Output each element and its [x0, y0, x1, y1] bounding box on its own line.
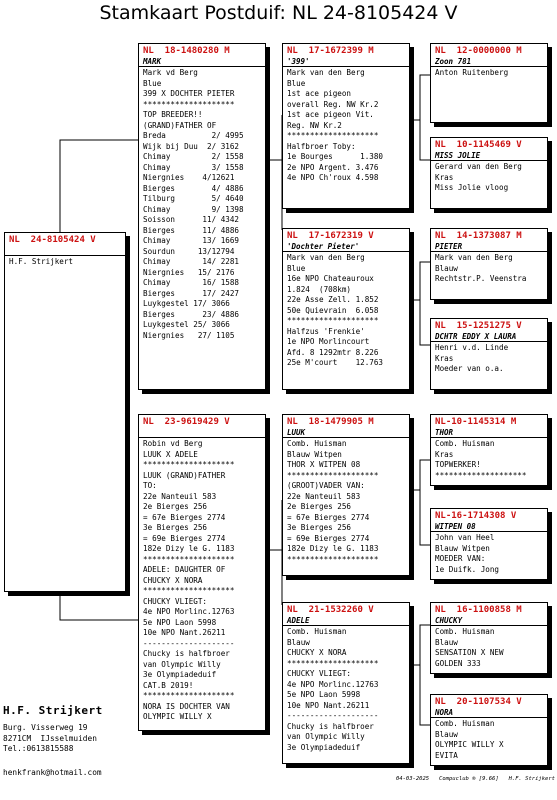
pigeon-name: '399': [283, 56, 409, 67]
card-line: --------------------: [287, 711, 379, 720]
card-line: 1st ace pigeon: [287, 89, 352, 98]
card-lines: [431, 67, 547, 79]
card-line: Bierges 11/ 4886: [143, 225, 240, 235]
pigeon-name: MARK: [139, 56, 265, 67]
ring-number: NL 15-1251275 V: [435, 321, 522, 331]
card-line: Kras: [435, 353, 454, 363]
ring-number: NL 10-1145469 V: [435, 140, 522, 150]
card-line: ********************: [435, 470, 527, 480]
card-line: Gerard van den Berg: [435, 162, 522, 171]
card-lines: [431, 161, 547, 194]
ring-number: NL 23-9619429 V: [143, 417, 230, 427]
pigeon-name: Zoon 781: [431, 56, 547, 67]
card-line: Sourdun 13/12794: [143, 246, 235, 256]
card-line: 16e NPO Chateauroux: [287, 274, 374, 283]
card-line: ********************: [143, 460, 235, 469]
ring-number: NL-10-1145314 M: [435, 417, 517, 427]
card-line: Niergnies 4/12621: [143, 173, 235, 182]
father-card: [138, 43, 266, 390]
card-lines: [5, 256, 125, 268]
card-line: ********************: [287, 554, 379, 564]
card-lines: [431, 718, 547, 761]
card-line: Breda 2/ 4995: [143, 131, 244, 140]
ggp-fff-card: [430, 43, 548, 123]
pigeon-name: MISS JOLIE: [431, 150, 547, 161]
card-line: = 69e Bierges 2774: [287, 533, 370, 543]
ggp-ffm-card: [430, 137, 548, 209]
card-line: Mark van den Berg: [287, 68, 365, 77]
card-line: Comb. Huisman: [287, 439, 347, 448]
pigeon-name: 'Dochter Pieter': [283, 241, 409, 252]
card-line: Moeder van o.a.: [435, 364, 504, 373]
maternal-grandmother-card: [282, 602, 410, 764]
card-line: Luykgestel 25/ 3066: [143, 320, 230, 329]
card-line: Blue: [143, 78, 162, 88]
pigeon-name: DCHTR EDDY X LAURA: [431, 331, 547, 342]
card-line: (GROOT)VADER VAN:: [287, 481, 365, 490]
card-line: 3e Bierges 256: [287, 523, 352, 532]
card-line: CHUCKY X NORA: [143, 575, 203, 585]
card-line: ADELE: DAUGHTER OF: [143, 565, 226, 574]
card-line: Rechtstr.P. Veenstra: [435, 274, 527, 283]
card-lines: [283, 252, 409, 369]
card-line: Tilburg 5/ 4640: [143, 194, 244, 203]
card-lines: [283, 626, 409, 753]
card-line: CHUCKY VLIEGT:: [287, 669, 352, 678]
card-lines: [283, 438, 409, 565]
card-line: Soisson 11/ 4342: [143, 215, 240, 224]
card-line: = 67e Bierges 2774: [287, 512, 370, 522]
card-line: TOPWERKER!: [435, 460, 481, 469]
card-line: 4e NPO Morlinc.12763: [143, 607, 235, 616]
card-line: 2e NPO Argent. 3.476: [287, 162, 379, 172]
pigeon-name: PIETER: [431, 241, 547, 252]
card-line: Kras: [435, 172, 454, 182]
card-line: Blauw: [435, 263, 458, 273]
card-line: 4e NPO Morlinc.12763: [287, 679, 379, 689]
card-line: 3e Bierges 256: [143, 523, 208, 532]
card-lines: [431, 438, 547, 481]
card-line: ********************: [143, 554, 235, 564]
owner-name: H.F. Strijkert: [3, 704, 103, 717]
pigeon-name: WITPEN 08: [431, 521, 547, 532]
card-line: OLYMPIC WILLY X: [143, 712, 212, 721]
owner-block: [3, 704, 137, 755]
ring-number: NL 17-1672399 M: [287, 46, 374, 56]
card-line: 1e NPO Morlincourt: [287, 337, 370, 346]
mother-card: [138, 414, 266, 731]
card-line: Comb. Huisman: [435, 439, 495, 448]
card-line: --------------------: [143, 638, 235, 648]
card-line: 399 X DOCHTER PIETER: [143, 89, 235, 98]
card-line: 1st ace pigeon Vit.: [287, 110, 374, 119]
card-line: Chimay 13/ 1669: [143, 236, 240, 245]
ggp-fmm-card: [430, 318, 548, 390]
card-line: OLYMPIC WILLY X: [435, 740, 504, 749]
card-line: GOLDEN 333: [435, 658, 481, 668]
ring-number: NL 12-0000000 M: [435, 46, 522, 56]
card-line: MOEDER VAN:: [435, 554, 486, 563]
card-line: Bierges 17/ 2427: [143, 288, 240, 298]
card-line: 1e Bourges 1.380: [287, 152, 384, 161]
card-line: Kras: [435, 449, 454, 459]
ring-number: NL 18-1479905 M: [287, 417, 374, 427]
card-line: 1.824 (708km): [287, 284, 352, 294]
owner-phone: Tel.:0613815588: [3, 744, 74, 753]
card-line: Anton Ruitenberg: [435, 68, 509, 77]
pigeon-name: THOR: [431, 427, 547, 438]
card-line: 10e NPO Nant.26211: [287, 700, 370, 710]
card-line: 3e Olympiadeduif: [143, 670, 217, 679]
owner-address: Burg. Visserweg 19: [3, 723, 88, 732]
card-line: van Olympic Willy: [143, 659, 221, 669]
card-line: CHUCKY X NORA: [287, 648, 347, 657]
card-line: 22e Asse Zell. 1.852: [287, 295, 379, 304]
card-line: Afd. 8 1292mtr 8.226: [287, 347, 379, 357]
card-line: John van Heel: [435, 533, 495, 542]
card-line: overall Reg. NW Kr.2: [287, 99, 379, 109]
ring-number: NL-16-1714308 V: [435, 511, 517, 521]
card-line: Comb. Huisman: [435, 719, 495, 728]
card-line: Henri v.d. Linde: [435, 343, 509, 352]
ring-number: NL 14-1373087 M: [435, 231, 522, 241]
card-line: Blue: [287, 263, 306, 273]
ring-number: NL 18-1480280 M: [143, 46, 230, 56]
pigeon-name: ADELE: [283, 615, 409, 626]
card-line: 5e NPO Laon 5998: [287, 690, 361, 699]
card-line: CHUCKY VLIEGT:: [143, 596, 208, 606]
card-line: Robin vd Berg: [143, 439, 203, 448]
card-line: 182e Dizy le G. 1183: [287, 544, 379, 553]
card-line: Chimay 9/ 1398: [143, 204, 244, 214]
card-line: H.F. Strijkert: [9, 257, 74, 266]
card-line: 50e Quievrain 6.058: [287, 305, 379, 315]
page-title: Stamkaart Postduif: NL 24-8105424 V: [99, 2, 458, 24]
card-line: Chimay 14/ 2281: [143, 257, 240, 266]
card-line: Reg. NW Kr.2: [287, 120, 342, 130]
card-line: Blauw: [435, 729, 458, 739]
owner-email: henkfrank@hotmail.com: [3, 768, 102, 777]
card-line: Wijk bij Duu 2/ 3162: [143, 141, 240, 151]
owner-city: 8271CM IJsselmuiden: [3, 733, 97, 743]
card-line: CAT.B 2019!: [143, 680, 194, 690]
card-line: Chucky is halfbroer: [287, 721, 374, 731]
subject-card: [4, 232, 126, 592]
card-line: Mark van den Berg: [287, 253, 365, 262]
card-line: Bierges 23/ 4886: [143, 309, 240, 319]
card-line: SENSATION X NEW: [435, 648, 504, 657]
card-line: NORA IS DOCHTER VAN: [143, 701, 230, 711]
card-lines: [431, 626, 547, 669]
pigeon-name: LUUK: [283, 427, 409, 438]
card-line: Blue: [287, 78, 306, 88]
pigeon-name: NORA: [431, 707, 547, 718]
card-lines: [431, 252, 547, 285]
card-line: ********************: [143, 586, 235, 595]
card-line: (GRAND)FATHER OF: [143, 120, 217, 130]
card-line: 22e Nanteuil 583: [287, 491, 361, 501]
pigeon-name: [5, 245, 125, 256]
card-line: 2e Bierges 256: [287, 502, 352, 511]
card-line: Halfbroer Toby:: [287, 141, 356, 151]
ggp-mfm-card: [430, 508, 548, 580]
card-line: Chimay 2/ 1558: [143, 152, 244, 161]
card-line: LUUK X ADELE: [143, 449, 198, 459]
card-lines: [139, 67, 265, 341]
card-line: 182e Dizy le G. 1183: [143, 544, 235, 553]
pigeon-name: CHUCKY: [431, 615, 547, 626]
card-line: Miss Jolie vloog: [435, 183, 509, 192]
card-line: ********************: [287, 131, 379, 140]
card-line: Halfzus 'Frenkie': [287, 326, 365, 336]
card-line: ********************: [287, 470, 379, 480]
card-line: EVITA: [435, 750, 458, 760]
card-line: Chimay 16/ 1588: [143, 278, 240, 287]
card-line: 5e NPO Laon 5998: [143, 617, 217, 627]
card-line: 2e Bierges 256: [143, 502, 208, 511]
ggp-fmf-card: [430, 228, 548, 300]
ring-number: NL 21-1532260 V: [287, 605, 374, 615]
card-line: LUUK (GRAND)FATHER: [143, 470, 226, 480]
card-line: Mark van den Berg: [435, 253, 513, 262]
card-line: ********************: [143, 99, 235, 109]
card-line: ********************: [287, 658, 379, 668]
ggp-mmf-card: [430, 602, 548, 674]
card-line: Blauw Witpen: [287, 449, 342, 459]
card-line: TOP BREEDER!!: [143, 110, 203, 119]
ring-number: NL 16-1100858 M: [435, 605, 522, 615]
card-line: ********************: [287, 316, 379, 325]
card-lines: [139, 438, 265, 723]
ring-number: NL 17-1672319 V: [287, 231, 374, 241]
ring-number: NL 24-8105424 V: [9, 235, 96, 245]
card-lines: [283, 67, 409, 184]
ggp-mff-card: [430, 414, 548, 486]
card-line: Bierges 4/ 4886: [143, 183, 244, 193]
card-line: Blauw Witpen: [435, 543, 490, 553]
card-line: ********************: [143, 691, 235, 700]
card-lines: [431, 532, 547, 575]
card-line: 4e NPO Ch'roux 4.598: [287, 173, 379, 182]
card-line: TO:: [143, 481, 157, 490]
ring-number: NL 20-1107534 V: [435, 697, 522, 707]
card-line: = 69e Bierges 2774: [143, 533, 226, 543]
maternal-grandfather-card: [282, 414, 410, 576]
card-lines: [431, 342, 547, 375]
paternal-grandmother-card: [282, 228, 410, 390]
card-line: 10e NPO Nant.26211: [143, 628, 226, 637]
card-line: Luykgestel 17/ 3066: [143, 299, 230, 308]
card-line: Blauw: [287, 637, 310, 647]
card-line: Chucky is halfbroer: [143, 649, 230, 658]
card-line: 1e Duifk. Jong: [435, 564, 500, 574]
card-line: Mark vd Berg: [143, 68, 198, 77]
ggp-mmm-card: [430, 694, 548, 766]
card-line: Blauw: [435, 637, 458, 647]
card-line: Niergnies 15/ 2176: [143, 267, 235, 277]
card-line: 3e Olympiadeduif: [287, 742, 361, 752]
card-line: = 67e Bierges 2774: [143, 512, 226, 522]
footer-credits: 04-03-2025 Compuclub ® [9.66] H.F. Strijkert: [396, 776, 555, 782]
card-line: Comb. Huisman: [435, 627, 495, 636]
card-line: THOR X WITPEN 08: [287, 460, 361, 469]
card-line: van Olympic Willy: [287, 732, 365, 741]
pigeon-name: [139, 427, 265, 438]
card-line: Chimay 3/ 1558: [143, 162, 244, 172]
card-line: Comb. Huisman: [287, 627, 347, 636]
paternal-grandfather-card: [282, 43, 410, 209]
card-line: 22e Nanteuil 583: [143, 491, 217, 501]
card-line: Niergnies 27/ 1105: [143, 330, 235, 340]
card-line: 25e M'court 12.763: [287, 358, 384, 367]
